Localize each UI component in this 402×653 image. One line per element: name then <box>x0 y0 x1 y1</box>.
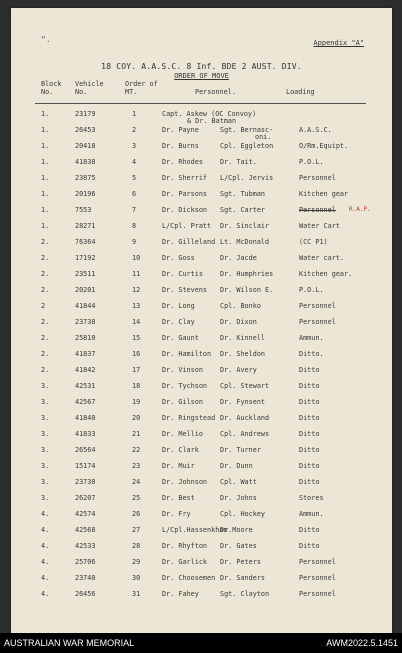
personnel-driver-cell: Dr. Vinson <box>162 366 203 374</box>
header-order-of-mt: Order of MT. <box>125 80 158 96</box>
loading-cell: Kitchen gear. <box>299 270 353 278</box>
personnel-second-cell: Cpl. Eggleton <box>220 142 274 150</box>
personnel-driver-cell: Dr. Ringstead <box>162 414 216 422</box>
loading-cell: Personnel <box>299 318 336 326</box>
personnel-second-cell: Cpl. Hockey <box>220 510 266 518</box>
table-row <box>11 270 392 286</box>
personnel-second-cell: Dr. Sanders <box>220 574 266 582</box>
block-no-cell: 3. <box>41 446 50 454</box>
block-no-cell: 1. <box>41 110 50 118</box>
loading-cell: Personnel <box>299 574 336 582</box>
personnel-second-cell: Dr. Avery <box>220 366 257 374</box>
vehicle-no-cell: 28271 <box>75 222 96 230</box>
table-row <box>11 494 392 510</box>
vehicle-no-cell: 25706 <box>75 558 96 566</box>
order-no-cell: 5 <box>132 174 137 182</box>
personnel-driver-cell: Dr. Rhyfton <box>162 542 208 550</box>
personnel-driver-cell: Dr. Tychson <box>162 382 208 390</box>
order-no-cell: 4 <box>132 158 137 166</box>
vehicle-no-cell: 41833 <box>75 430 96 438</box>
vehicle-no-cell: 26207 <box>75 494 96 502</box>
loading-cell: Kitchen gear <box>299 190 349 198</box>
personnel-driver-cell: Dr. Sherrif <box>162 174 208 182</box>
document-title: 18 COY. A.A.S.C. 8 Inf. BDE 2 AUST. DIV. <box>101 62 302 71</box>
loading-cell: Personnel <box>299 590 336 598</box>
personnel-driver-cell: Dr. Clark <box>162 446 199 454</box>
order-no-cell: 30 <box>132 574 141 582</box>
block-no-cell: 4. <box>41 590 50 598</box>
personnel-driver-cell: Dr. Muir <box>162 462 195 470</box>
vehicle-no-cell: 23730 <box>75 478 96 486</box>
table-row <box>11 190 392 206</box>
personnel-second-cell: Dr. Wilson E. <box>220 286 274 294</box>
block-no-cell: 4. <box>41 542 50 550</box>
vehicle-no-cell: 17192 <box>75 254 96 262</box>
table-row <box>11 110 392 126</box>
table-row <box>11 510 392 526</box>
loading-cell: Ditto <box>299 430 320 438</box>
personnel-driver-cell: Dr. Hamilton <box>162 350 212 358</box>
order-no-cell: 8 <box>132 222 137 230</box>
table-row <box>11 366 392 382</box>
personnel-driver-cell: Dr. Gilson <box>162 398 203 406</box>
vehicle-no-cell: 42567 <box>75 398 96 406</box>
table-row <box>11 446 392 462</box>
caption-right: AWM2022.5.1451 <box>326 638 398 648</box>
table-row <box>11 430 392 446</box>
appendix-label: Appendix "A" <box>313 39 364 47</box>
loading-cell: Stores <box>299 494 324 502</box>
order-no-cell: 21 <box>132 430 141 438</box>
personnel-second-cell: Cpl. Andrews <box>220 430 270 438</box>
vehicle-no-cell: 20196 <box>75 190 96 198</box>
loading-cell: P.O.L. <box>299 158 324 166</box>
personnel-second-cell: Cpl. Stewart <box>220 382 270 390</box>
vehicle-no-cell: 76364 <box>75 238 96 246</box>
vehicle-no-cell: 41844 <box>75 302 96 310</box>
personnel-second-cell: Sgt. Bernasc- <box>220 126 274 134</box>
table-row <box>11 526 392 542</box>
table-row <box>11 462 392 478</box>
block-no-cell: 4. <box>41 574 50 582</box>
block-no-cell: 2. <box>41 334 50 342</box>
order-no-cell: 13 <box>132 302 141 310</box>
personnel-second-cell: Sgt. Tubman <box>220 190 266 198</box>
block-no-cell: 4. <box>41 526 50 534</box>
block-no-cell: 4. <box>41 510 50 518</box>
order-no-cell: 23 <box>132 462 141 470</box>
loading-cell: Personnel <box>299 206 336 214</box>
header-personnel: Personnel. <box>195 88 236 96</box>
table-row <box>11 414 392 430</box>
table-row <box>11 398 392 414</box>
personnel-second-cell: Dr. Sheldon <box>220 350 266 358</box>
personnel-second-cell: Dr. Tait. <box>220 158 257 166</box>
loading-cell: Ditto <box>299 398 320 406</box>
order-no-cell: 6 <box>132 190 137 198</box>
personnel-second-cell: L/Cpl. Jervis <box>220 174 274 182</box>
table-row <box>11 222 392 238</box>
vehicle-no-cell: 41838 <box>75 158 96 166</box>
personnel-second-cell: Dr. Dixon <box>220 318 257 326</box>
order-no-cell: 10 <box>132 254 141 262</box>
table-row <box>11 238 392 254</box>
personnel-driver-cell: Dr. Garlick <box>162 558 208 566</box>
vehicle-no-cell: 23179 <box>75 110 96 118</box>
personnel-second-cell: Dr. Kinnell <box>220 334 266 342</box>
order-no-cell: 22 <box>132 446 141 454</box>
personnel-driver-cell: Dr. Stevens <box>162 286 208 294</box>
personnel-second-cell: Cpl. Bonko <box>220 302 261 310</box>
personnel-driver-cell: Dr. Payne <box>162 126 199 134</box>
personnel-driver-cell: Capt. Askew (OC Convoy) <box>162 110 257 118</box>
table-row <box>11 334 392 350</box>
order-no-cell: 12 <box>132 286 141 294</box>
order-no-cell: 9 <box>132 238 137 246</box>
loading-cell: P.O.L. <box>299 286 324 294</box>
personnel-driver-cell: Dr. Dickson <box>162 206 208 214</box>
header-rule <box>35 103 366 104</box>
table-row <box>11 158 392 174</box>
order-no-cell: 27 <box>132 526 141 534</box>
vehicle-no-cell: 23511 <box>75 270 96 278</box>
header-block-no: Block No. <box>41 80 62 96</box>
block-no-cell: 1. <box>41 174 50 182</box>
caption-bar <box>0 633 402 653</box>
block-no-cell: 1. <box>41 222 50 230</box>
order-no-cell: 19 <box>132 398 141 406</box>
vehicle-no-cell: 20418 <box>75 142 96 150</box>
document-page <box>11 8 392 633</box>
order-no-cell: 3 <box>132 142 137 150</box>
handwritten-note: R.A.P. <box>349 206 371 213</box>
order-no-cell: 18 <box>132 382 141 390</box>
order-no-cell: 24 <box>132 478 141 486</box>
block-no-cell: 3. <box>41 462 50 470</box>
document-subtitle: ORDER OF MOVE <box>174 72 229 80</box>
block-no-cell: 2. <box>41 238 50 246</box>
table-row <box>11 590 392 606</box>
loading-cell: Ditto <box>299 478 320 486</box>
personnel-second-cell: Dr. Auckland <box>220 414 270 422</box>
loading-cell: Personnel <box>299 174 336 182</box>
loading-cell: Ditto. <box>299 350 324 358</box>
personnel-second-cell: Dr. Sinclair <box>220 222 270 230</box>
loading-cell: A.A.S.C. <box>299 126 332 134</box>
order-no-cell: 25 <box>132 494 141 502</box>
personnel-second-cell: Dr. Jacde <box>220 254 257 262</box>
personnel-driver-cell: Dr. Fry <box>162 510 191 518</box>
loading-cell: Ditto <box>299 462 320 470</box>
vehicle-no-cell: 42531 <box>75 382 96 390</box>
order-no-cell: 28 <box>132 542 141 550</box>
block-no-cell: 2. <box>41 350 50 358</box>
header-loading: Loading <box>286 88 315 96</box>
block-no-cell: 2. <box>41 286 50 294</box>
vehicle-no-cell: 20201 <box>75 286 96 294</box>
order-no-cell: 16 <box>132 350 141 358</box>
personnel-second-extra: oni. <box>255 133 272 141</box>
loading-cell: Personnel <box>299 302 336 310</box>
order-no-cell: 29 <box>132 558 141 566</box>
personnel-second-cell: Cpl. Watt <box>220 478 257 486</box>
clip-mark: “. <box>41 35 51 44</box>
order-no-cell: 11 <box>132 270 141 278</box>
order-no-cell: 15 <box>132 334 141 342</box>
personnel-second-cell: Sgt. Clayton <box>220 590 270 598</box>
personnel-second-cell: Sgt. Carter <box>220 206 266 214</box>
order-no-cell: 1 <box>132 110 137 118</box>
order-no-cell: 17 <box>132 366 141 374</box>
vehicle-no-cell: 42568 <box>75 526 96 534</box>
loading-cell: Ditto <box>299 542 320 550</box>
vehicle-no-cell: 23740 <box>75 574 96 582</box>
loading-cell: Water cart. <box>299 254 345 262</box>
loading-cell: Ditto <box>299 382 320 390</box>
vehicle-no-cell: 41837 <box>75 350 96 358</box>
personnel-driver-cell: L/Cpl.Hassenkhan <box>162 526 228 534</box>
block-no-cell: 1. <box>41 190 50 198</box>
block-no-cell: 1. <box>41 126 50 134</box>
order-no-cell: 20 <box>132 414 141 422</box>
table-row <box>11 254 392 270</box>
vehicle-no-cell: 26564 <box>75 446 96 454</box>
personnel-driver-cell: Dr. Curtis <box>162 270 203 278</box>
block-no-cell: 1. <box>41 158 50 166</box>
block-no-cell: 2. <box>41 318 50 326</box>
vehicle-no-cell: 42574 <box>75 510 96 518</box>
block-no-cell: 4. <box>41 558 50 566</box>
block-no-cell: 3. <box>41 398 50 406</box>
loading-cell: Ammun. <box>299 510 324 518</box>
personnel-driver-cell: Dr. Rhodes <box>162 158 203 166</box>
table-row <box>11 558 392 574</box>
order-of-move-table <box>11 110 392 606</box>
block-no-cell: 2. <box>41 366 50 374</box>
personnel-second-cell: Dr. Johns <box>220 494 257 502</box>
table-row <box>11 318 392 334</box>
table-row <box>11 174 392 190</box>
personnel-second-cell: Dr.Moore <box>220 526 253 534</box>
personnel-driver-cell: Dr. Mellio <box>162 430 203 438</box>
table-row <box>11 286 392 302</box>
loading-cell: Ditto <box>299 446 320 454</box>
personnel-second-cell: Lt. McDonald <box>220 238 270 246</box>
table-row <box>11 542 392 558</box>
personnel-second-cell: Dr. Dunn <box>220 462 253 470</box>
personnel-second-cell: Dr. Turner <box>220 446 261 454</box>
table-row <box>11 142 392 158</box>
vehicle-no-cell: 23875 <box>75 174 96 182</box>
block-no-cell: 2 <box>41 302 46 310</box>
vehicle-no-cell: 26456 <box>75 590 96 598</box>
table-row <box>11 126 392 142</box>
order-no-cell: 2 <box>132 126 137 134</box>
table-row <box>11 302 392 318</box>
table-row <box>11 350 392 366</box>
personnel-driver-cell: Dr. Long <box>162 302 195 310</box>
vehicle-no-cell: 7553 <box>75 206 92 214</box>
vehicle-no-cell: 42533 <box>75 542 96 550</box>
block-no-cell: 3. <box>41 494 50 502</box>
personnel-driver-cell: Dr. Gilleland <box>162 238 216 246</box>
personnel-second-cell: Dr. Gates <box>220 542 257 550</box>
vehicle-no-cell: 25810 <box>75 334 96 342</box>
block-no-cell: 1. <box>41 206 50 214</box>
vehicle-no-cell: 15174 <box>75 462 96 470</box>
loading-cell: Personnel <box>299 558 336 566</box>
personnel-second-cell: Dr. Humphries <box>220 270 274 278</box>
loading-cell: (CC P1) <box>299 238 328 246</box>
order-no-cell: 26 <box>132 510 141 518</box>
personnel-driver-extra: & Dr. Batman <box>187 117 237 125</box>
table-row <box>11 382 392 398</box>
loading-cell: O/Rm.Equipt. <box>299 142 349 150</box>
block-no-cell: 2. <box>41 254 50 262</box>
loading-cell: Ditto <box>299 526 320 534</box>
order-no-cell: 31 <box>132 590 141 598</box>
order-no-cell: 7 <box>132 206 137 214</box>
loading-cell: Ditto <box>299 366 320 374</box>
personnel-driver-cell: Dr. Clay <box>162 318 195 326</box>
caption-left: AUSTRALIAN WAR MEMORIAL <box>4 638 135 648</box>
personnel-driver-cell: Dr. Gaunt <box>162 334 199 342</box>
personnel-second-cell: Dr. Fynsent <box>220 398 266 406</box>
vehicle-no-cell: 41842 <box>75 366 96 374</box>
personnel-driver-cell: Dr. Parsons <box>162 190 208 198</box>
vehicle-no-cell: 26453 <box>75 126 96 134</box>
personnel-driver-cell: Dr. Choosemen <box>162 574 216 582</box>
block-no-cell: 2. <box>41 270 50 278</box>
loading-cell: Ammun. <box>299 334 324 342</box>
table-row <box>11 206 392 222</box>
personnel-driver-cell: Dr. Best <box>162 494 195 502</box>
personnel-driver-cell: Dr. Johnson <box>162 478 208 486</box>
personnel-driver-cell: Dr. Burns <box>162 142 199 150</box>
order-no-cell: 14 <box>132 318 141 326</box>
block-no-cell: 3. <box>41 414 50 422</box>
table-row <box>11 478 392 494</box>
personnel-driver-cell: L/Cpl. Pratt <box>162 222 212 230</box>
vehicle-no-cell: 23738 <box>75 318 96 326</box>
personnel-driver-cell: Dr. Goss <box>162 254 195 262</box>
personnel-driver-cell: Dr. Fahey <box>162 590 199 598</box>
block-no-cell: 3. <box>41 478 50 486</box>
block-no-cell: 1. <box>41 142 50 150</box>
loading-cell: Ditto <box>299 414 320 422</box>
vehicle-no-cell: 41840 <box>75 414 96 422</box>
header-vehicle-no: Vehicle No. <box>75 80 104 96</box>
personnel-second-cell: Dr. Peters <box>220 558 261 566</box>
block-no-cell: 3. <box>41 382 50 390</box>
loading-cell: Water Cart <box>299 222 340 230</box>
table-row <box>11 574 392 590</box>
block-no-cell: 3. <box>41 430 50 438</box>
